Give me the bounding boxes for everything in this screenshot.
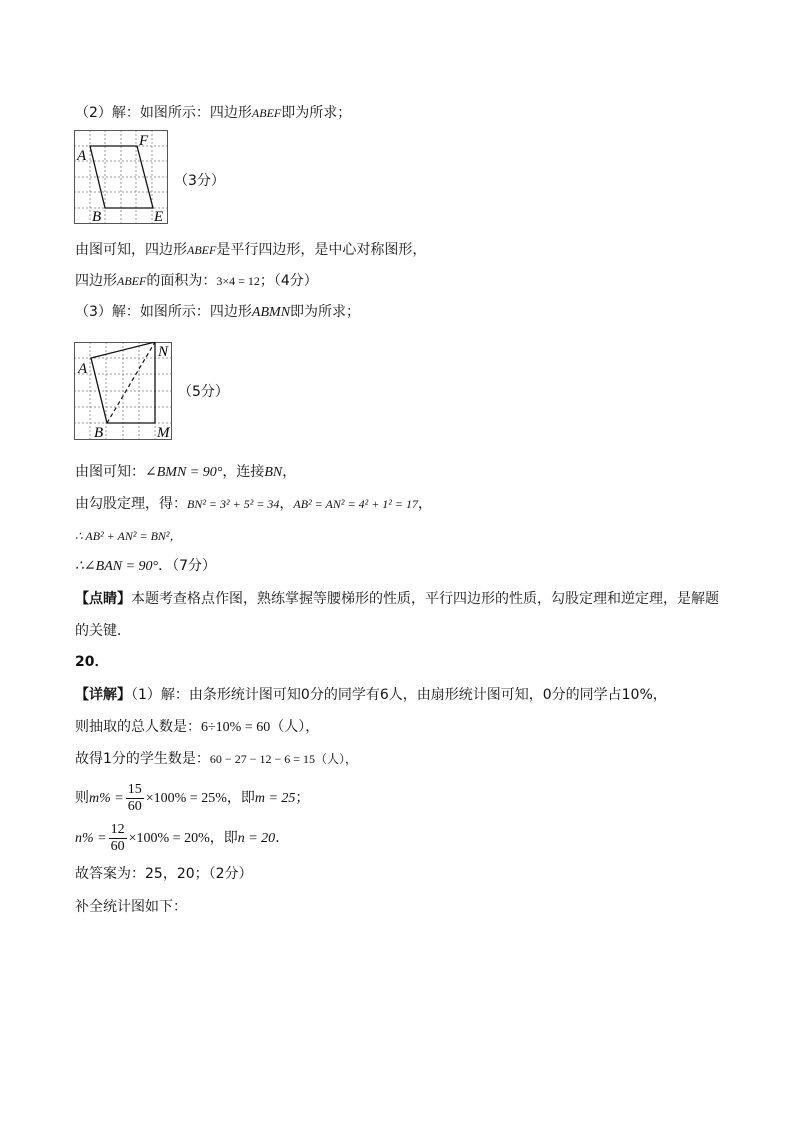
label-b: B: [92, 209, 102, 225]
numerator: 12: [110, 821, 125, 837]
label-e: E: [154, 209, 164, 225]
detail-tag: 【详解】: [75, 687, 131, 703]
text: ，: [417, 496, 432, 512]
math-area: 3×4 = 12: [216, 274, 260, 288]
part3-line3: [75, 526, 182, 546]
math-bn-squared: BN² = 3² + 5² = 34: [187, 497, 280, 511]
text: 的面积为：: [146, 273, 217, 289]
fraction-15-60: [126, 782, 144, 815]
text: （3）解：如图所示：四边形: [75, 304, 252, 320]
math-result: ×100% = 20%: [128, 831, 210, 846]
label-m: M: [157, 425, 170, 441]
comment-tag: 【点睛】: [75, 591, 131, 607]
math-quad-abef: ABEF: [117, 274, 147, 288]
text: ，即: [226, 790, 255, 806]
denominator: 60: [127, 798, 142, 814]
math-m-percent: m% =: [89, 791, 124, 806]
q20-line5: [75, 818, 289, 859]
comment-line2: [75, 621, 131, 641]
text: ，即: [209, 830, 238, 846]
text: 的关键．: [75, 623, 131, 639]
text: 即为所求；: [290, 304, 361, 320]
part3-line4: [75, 556, 216, 577]
text: 是平行四边形，是中心对称图形，: [216, 242, 427, 258]
math-quad-abmn: ABMN: [251, 305, 291, 320]
q20-line4: [75, 778, 309, 819]
math-n-value: n = 20: [237, 831, 276, 846]
label-f: F: [139, 133, 149, 149]
text: ，连接: [222, 464, 265, 480]
text: 四边形: [75, 273, 117, 289]
text: 则抽取的总人数是：: [75, 719, 201, 735]
q20-answer: 故答案为：25，20；（2分）: [75, 866, 253, 882]
q20-line1: [75, 685, 667, 705]
part2-conclusion: [75, 240, 426, 260]
grid-figure-abmn: [74, 342, 174, 442]
math-quad-abef: ABEF: [187, 243, 217, 257]
part3-line2: [75, 494, 432, 514]
text: ；: [295, 790, 310, 806]
math-bn: BN: [264, 465, 283, 480]
text: 由图可知：: [75, 464, 145, 480]
text: ．: [275, 830, 290, 846]
part2-intro: [75, 103, 351, 123]
dashed-bn: [107, 342, 155, 423]
text: （1）解：由条形统计图可知0分的同学有6人，由扇形统计图可知，0分的同学占10%，: [131, 687, 667, 703]
math-n-percent: n% =: [75, 831, 107, 846]
numerator: 15: [127, 781, 142, 797]
math-ab-squared: AB² = AN² = 4² + 1² = 17: [293, 497, 418, 511]
part3-line1: [75, 462, 296, 483]
fraction-12-60: [109, 822, 127, 855]
text: 故得1分的学生数是：: [75, 751, 210, 767]
text: 即为所求；: [281, 105, 352, 121]
comment-line1: [75, 589, 719, 609]
label-b: B: [94, 425, 104, 441]
text: ；（4分）: [259, 273, 318, 289]
label-n: N: [158, 344, 169, 360]
math-total: 6÷10% = 60（人），: [201, 720, 320, 735]
math-angle-ban: ∴∠BAN = 90°: [75, 559, 159, 574]
score-3: （3分）: [174, 173, 225, 189]
grid-figure-abef: [74, 130, 170, 226]
math-count: 60 − 27 − 12 − 6 = 15（人），: [209, 752, 357, 766]
part3-intro: [75, 302, 360, 323]
math-result: ×100% = 25%: [145, 791, 227, 806]
math-angle-bmn: ∠BMN = 90°: [145, 465, 223, 480]
part2-area: [75, 271, 318, 291]
text: 由勾股定理，得：: [75, 496, 187, 512]
math-m-value: m = 25: [254, 791, 296, 806]
text: 则: [75, 790, 89, 806]
label-a: A: [77, 148, 87, 164]
text: ．（7分）: [158, 558, 217, 574]
text: （2）解：如图所示：四边形: [75, 105, 252, 121]
math-quad-abef: ABEF: [251, 106, 282, 120]
text: 本题考查格点作图，熟练掌握等腰梯形的性质，平行四边形的性质，勾股定理和逆定理，是解题: [131, 591, 719, 607]
score-5: （5分）: [178, 384, 229, 400]
label-a: A: [78, 361, 88, 377]
q20-line2: [75, 717, 319, 738]
text: 由图可知，四边形: [75, 242, 187, 258]
denominator: 60: [110, 838, 125, 854]
text: ，: [279, 496, 294, 512]
math-pythagoras: ∴ AB² + AN² = BN²，: [75, 529, 182, 543]
q20-line3: [75, 749, 357, 769]
q20-complete-chart: 补全统计图如下：: [75, 899, 187, 915]
question-number: 20．: [75, 654, 109, 670]
text: ，: [282, 464, 297, 480]
